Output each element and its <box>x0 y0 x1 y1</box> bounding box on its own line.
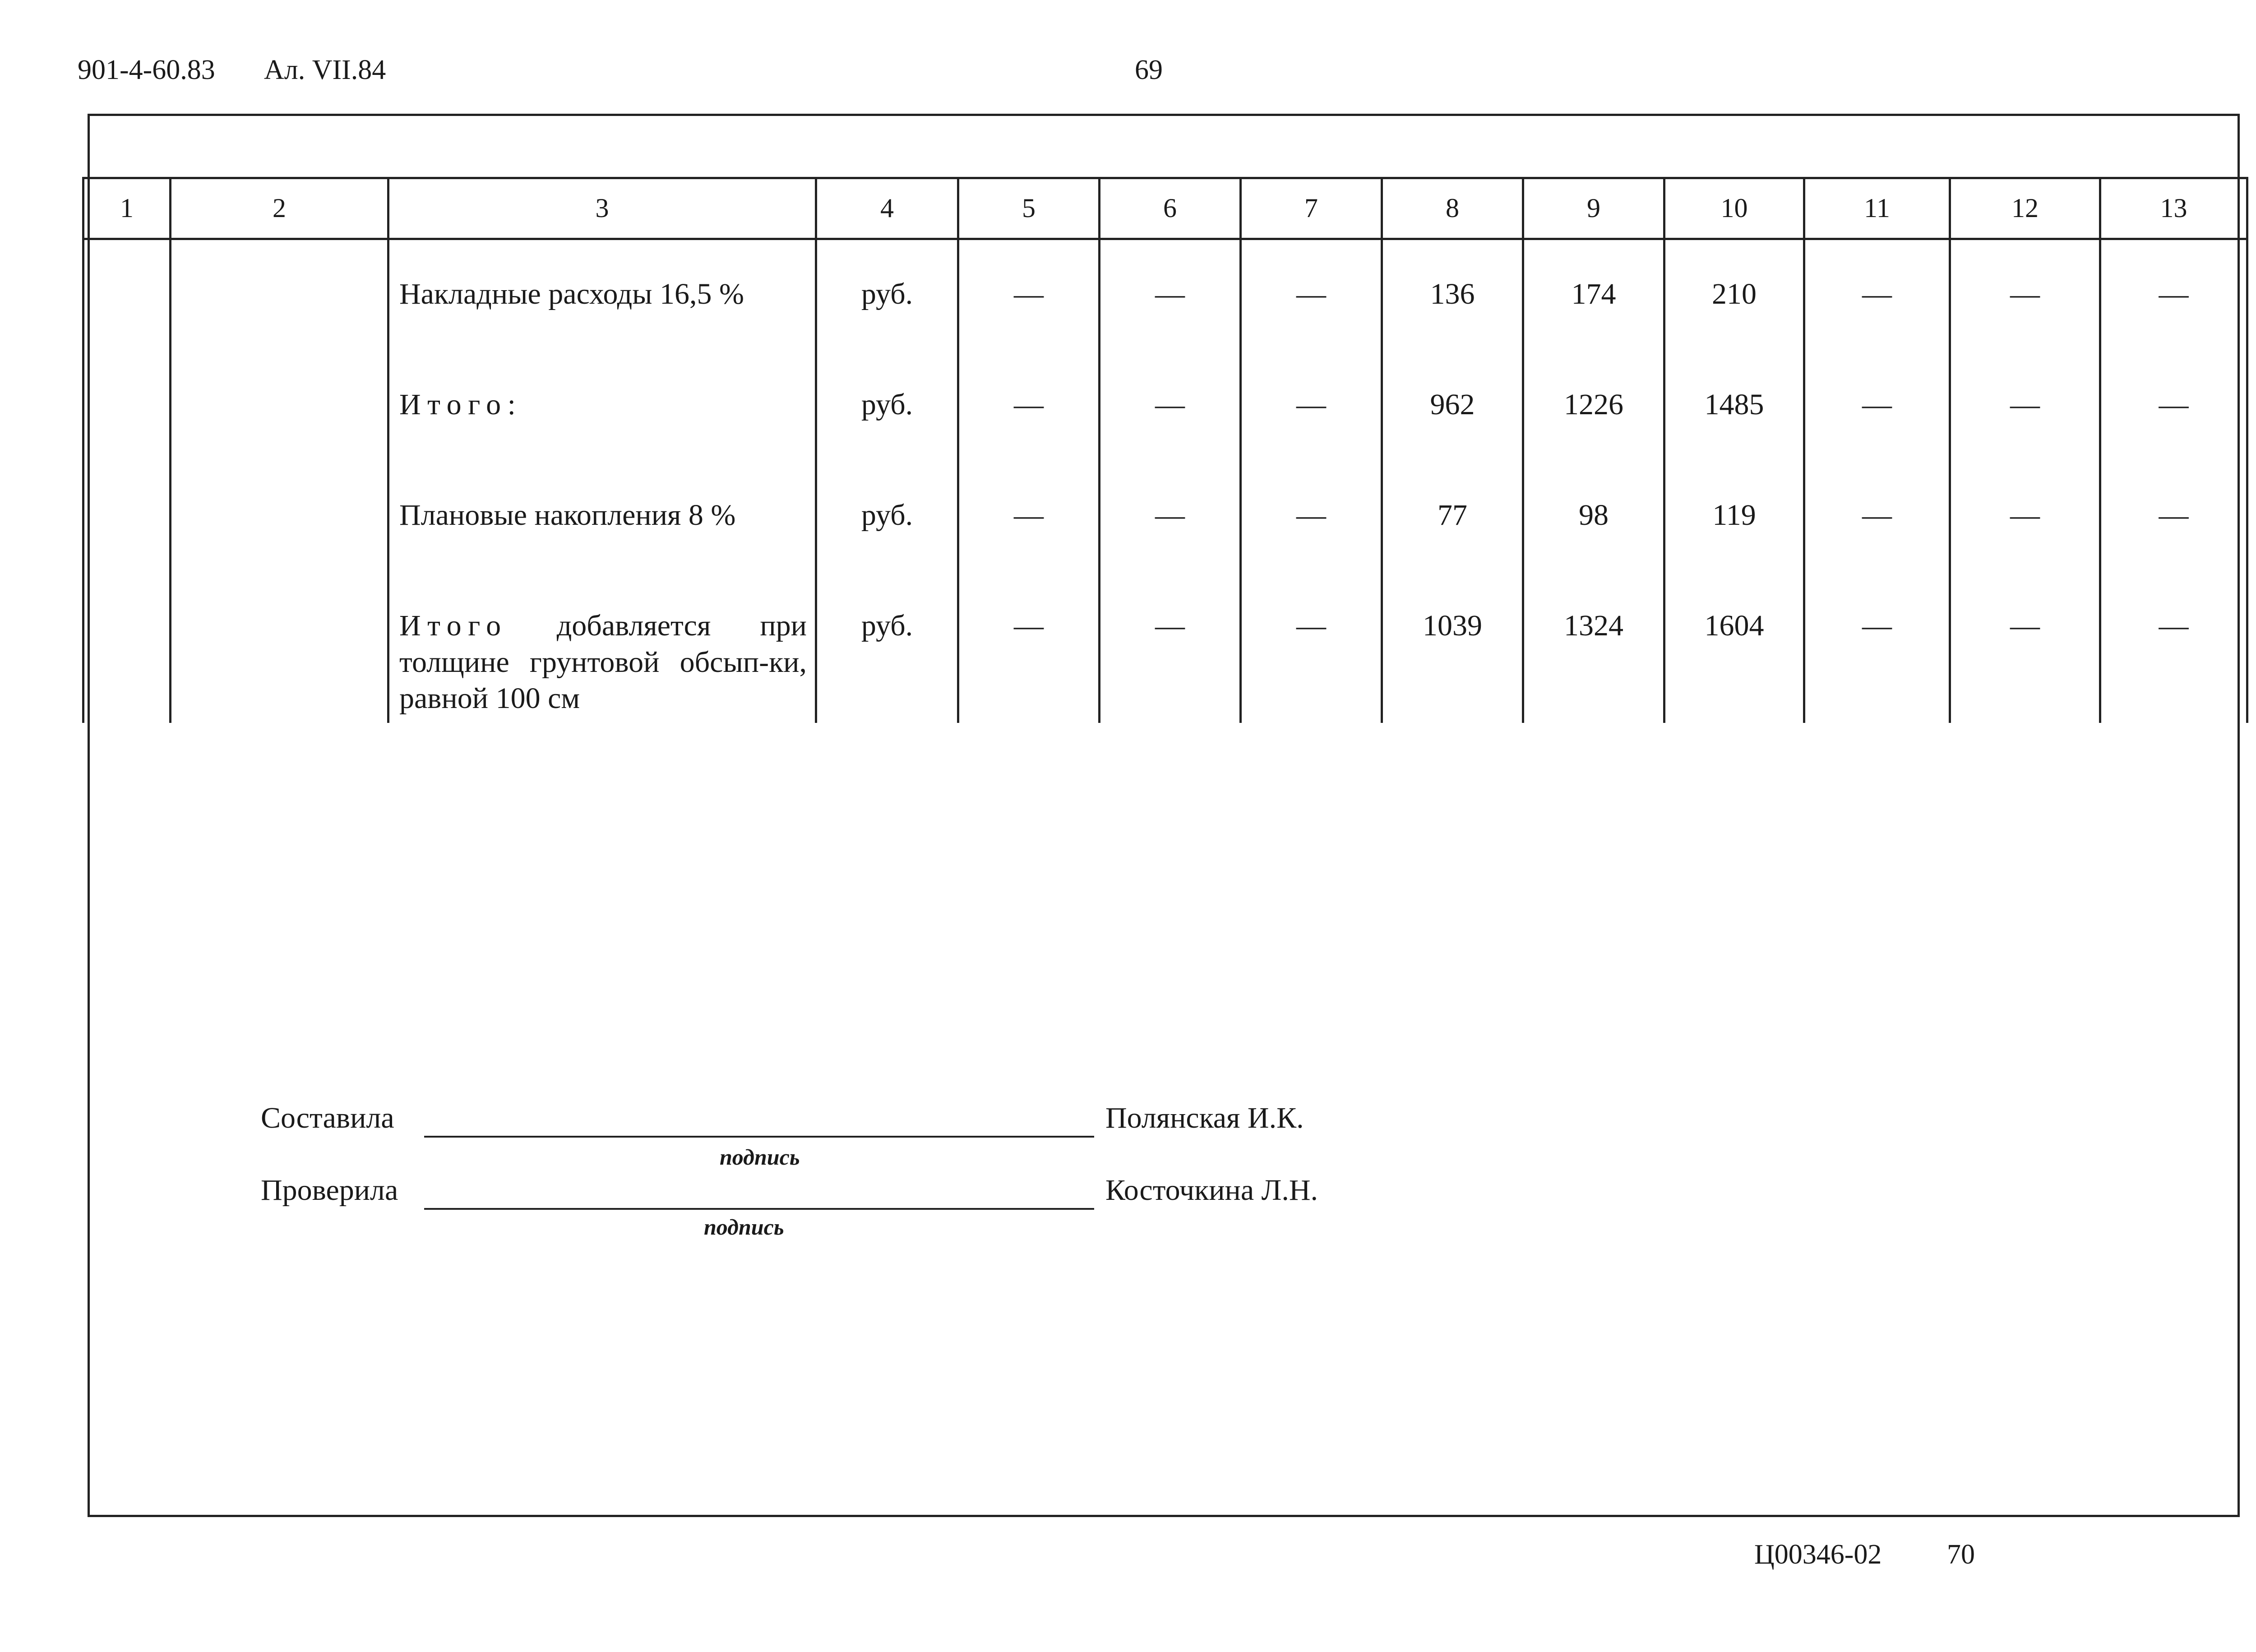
column-number: 13 <box>2100 178 2247 239</box>
row-unit: руб. <box>816 461 958 572</box>
compiled-by-name: Полянская И.К. <box>1105 1101 1304 1134</box>
cell-col-8: 962 <box>1382 351 1523 461</box>
table-row <box>83 461 2247 572</box>
sheet-number: Ал. VII.84 <box>264 55 386 85</box>
row-name-cell <box>388 572 816 723</box>
cell-col-7: — <box>1241 461 1382 572</box>
compiled-signature-line <box>424 1136 1094 1138</box>
cell-col-8: 1039 <box>1382 572 1523 723</box>
cell-col-10: 1485 <box>1664 351 1804 461</box>
cell-col-13: — <box>2100 351 2247 461</box>
row-unit: руб. <box>816 351 958 461</box>
row-name: Итого: <box>399 388 522 421</box>
column-number: 2 <box>171 178 388 239</box>
column-number: 11 <box>1804 178 1950 239</box>
row-unit: руб. <box>816 239 958 351</box>
cell-col-8: 136 <box>1382 239 1523 351</box>
row-unit: руб. <box>816 572 958 723</box>
row-name: Накладные расходы 16,5 % <box>388 239 816 351</box>
signature-caption: подпись <box>720 1144 800 1170</box>
cell-col-11: — <box>1804 239 1950 351</box>
compiled-by-label: Составила <box>261 1101 394 1134</box>
cell-col-11: — <box>1804 572 1950 723</box>
column-number: 12 <box>1950 178 2100 239</box>
cell-col-9: 98 <box>1523 461 1664 572</box>
cell-col-11: — <box>1804 461 1950 572</box>
checked-by-label: Проверила <box>261 1174 398 1207</box>
cell-col-11: — <box>1804 351 1950 461</box>
cell-col-6: — <box>1100 572 1241 723</box>
cell-col-9: 174 <box>1523 239 1664 351</box>
cell-col-7: — <box>1241 351 1382 461</box>
cell-col-5: — <box>958 351 1100 461</box>
footer-page-number: 70 <box>1947 1539 1975 1570</box>
cell-col-12: — <box>1950 572 2100 723</box>
cell-col-12: — <box>1950 351 2100 461</box>
cell-col-13: — <box>2100 461 2247 572</box>
cell-col-6: — <box>1100 351 1241 461</box>
column-number: 5 <box>958 178 1100 239</box>
table-row <box>83 572 2247 723</box>
page-number: 69 <box>1135 55 1163 85</box>
cell-col-8: 77 <box>1382 461 1523 572</box>
document-code: 901-4-60.83 <box>78 55 215 85</box>
cell-col-10: 1604 <box>1664 572 1804 723</box>
column-number: 4 <box>816 178 958 239</box>
cell-col-6: — <box>1100 461 1241 572</box>
checked-signature-line <box>424 1208 1094 1210</box>
cell-col-12: — <box>1950 239 2100 351</box>
column-number: 6 <box>1100 178 1241 239</box>
column-number-row <box>83 178 2247 239</box>
column-number: 3 <box>388 178 816 239</box>
column-number: 1 <box>83 178 171 239</box>
cell-col-13: — <box>2100 239 2247 351</box>
checked-by-name: Косточкина Л.Н. <box>1105 1174 1318 1207</box>
cell-col-7: — <box>1241 239 1382 351</box>
table-row <box>83 351 2247 461</box>
cell-col-10: 119 <box>1664 461 1804 572</box>
row-name: добавляется при толщине грунтовой обсып-ки, равной 100 см <box>399 609 807 715</box>
cell-col-9: 1324 <box>1523 572 1664 723</box>
row-name: Плановые накопления 8 % <box>388 461 816 572</box>
cell-col-7: — <box>1241 572 1382 723</box>
footer-code: Ц00346-02 <box>1754 1539 1882 1570</box>
row-name-lead: Итого <box>399 609 508 642</box>
column-number: 8 <box>1382 178 1523 239</box>
cost-table <box>82 177 2248 723</box>
table-row <box>83 239 2247 351</box>
cell-col-6: — <box>1100 239 1241 351</box>
cell-col-9: 1226 <box>1523 351 1664 461</box>
cell-col-13: — <box>2100 572 2247 723</box>
cell-col-5: — <box>958 239 1100 351</box>
cell-col-5: — <box>958 572 1100 723</box>
column-number: 7 <box>1241 178 1382 239</box>
cell-col-12: — <box>1950 461 2100 572</box>
column-number: 10 <box>1664 178 1804 239</box>
column-number: 9 <box>1523 178 1664 239</box>
signature-caption: подпись <box>704 1214 784 1240</box>
cell-col-10: 210 <box>1664 239 1804 351</box>
cell-col-5: — <box>958 461 1100 572</box>
